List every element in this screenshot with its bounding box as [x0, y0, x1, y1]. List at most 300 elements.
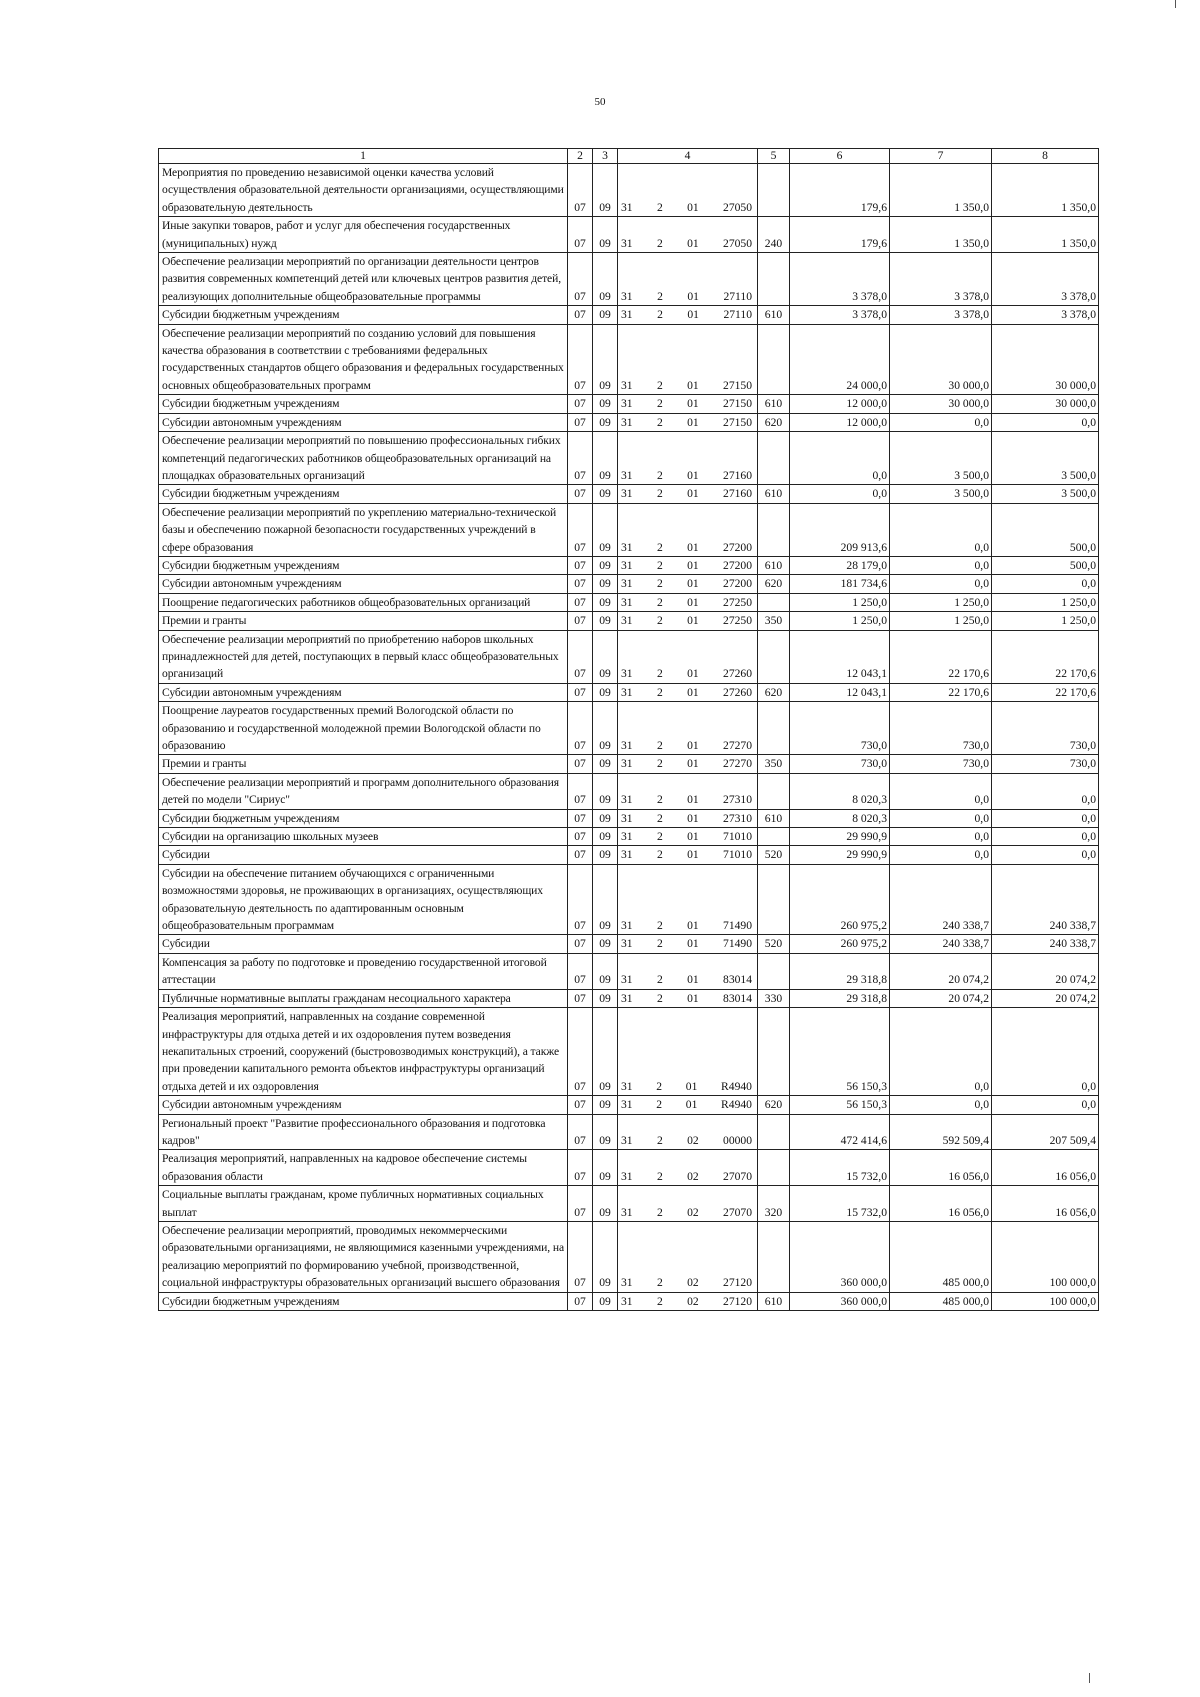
program-code-part: 2: [656, 811, 663, 825]
amount-col-6: 56 150,3: [790, 1008, 890, 1096]
subsection-code: 09: [593, 755, 618, 773]
program-code-part: 01: [687, 667, 699, 681]
row-name: Субсидии: [159, 935, 568, 953]
amount-col-7: 730,0: [890, 755, 992, 773]
program-code: [618, 217, 758, 253]
table-row: [159, 575, 1099, 593]
expense-type-code: 330: [758, 989, 790, 1007]
amount-col-7: 16 056,0: [890, 1150, 992, 1186]
program-code-part: 2: [656, 200, 663, 214]
program-code-part: 27110: [723, 308, 752, 322]
program-code-part: 27310: [723, 811, 752, 825]
section-code: 07: [568, 413, 593, 431]
program-code-part: 01: [687, 919, 699, 933]
amount-col-7: 0,0: [890, 575, 992, 593]
subsection-code: 09: [593, 773, 618, 809]
amount-col-6: 28 179,0: [790, 556, 890, 574]
amount-col-8: 0,0: [992, 413, 1099, 431]
program-code-part: 2: [656, 1079, 663, 1093]
row-name: Субсидии автономным учреждениям: [159, 413, 568, 431]
program-code-part: 31: [621, 919, 633, 933]
program-code: [618, 395, 758, 413]
amount-col-6: 24 000,0: [790, 324, 890, 395]
row-name: Социальные выплаты гражданам, кроме публичных нормативных социальных выплат: [159, 1186, 568, 1222]
table-row: [159, 702, 1099, 755]
program-code-part: 2: [656, 991, 663, 1005]
expense-type-code: [758, 503, 790, 556]
program-code-part: 31: [621, 830, 633, 844]
amount-col-6: 29 990,9: [790, 828, 890, 846]
amount-col-8: 0,0: [992, 828, 1099, 846]
program-code-part: 01: [687, 830, 699, 844]
expense-type-code: 350: [758, 612, 790, 630]
expense-type-code: 620: [758, 575, 790, 593]
scan-edge-mark: [1175, 0, 1176, 8]
program-code-part: 01: [687, 595, 699, 609]
program-code-part: 31: [621, 1133, 633, 1147]
subsection-code: 09: [593, 864, 618, 935]
program-code-part: 00000: [723, 1133, 752, 1147]
section-code: 07: [568, 773, 593, 809]
row-name: Субсидии бюджетным учреждениям: [159, 306, 568, 324]
row-name: Обеспечение реализации мероприятий, проводимых некоммерческими образовательными организациями, не являющимися казенными учреждениями, на реализацию мероприятий по формированию учебной, производственной, социальной инфраструктуры образовательных организаций высшего образования: [159, 1221, 568, 1292]
amount-col-7: 16 056,0: [890, 1186, 992, 1222]
program-code-part: 27270: [723, 739, 752, 752]
budget-table: [158, 148, 1099, 1311]
program-code-part: 31: [621, 685, 633, 699]
row-name: Реализация мероприятий, направленных на кадровое обеспечение системы образования области: [159, 1150, 568, 1186]
subsection-code: 09: [593, 1150, 618, 1186]
section-code: 07: [568, 935, 593, 953]
expense-type-code: [758, 164, 790, 217]
subsection-code: 09: [593, 306, 618, 324]
amount-col-8: 30 000,0: [992, 395, 1099, 413]
subsection-code: 09: [593, 575, 618, 593]
program-code-part: 2: [656, 1098, 663, 1112]
program-code-part: 31: [621, 200, 633, 214]
program-code: [618, 683, 758, 701]
expense-type-code: [758, 773, 790, 809]
program-code: [618, 1150, 758, 1186]
program-code-part: 31: [621, 667, 633, 681]
amount-col-8: 3 500,0: [992, 432, 1099, 485]
row-name: Субсидии бюджетным учреждениям: [159, 1292, 568, 1310]
header-cell: 1: [159, 149, 568, 164]
expense-type-code: 610: [758, 1292, 790, 1310]
program-code: [618, 953, 758, 989]
program-code-part: 2: [656, 1169, 663, 1183]
program-code: [618, 556, 758, 574]
amount-col-7: 30 000,0: [890, 324, 992, 395]
table-row: [159, 556, 1099, 574]
amount-col-7: 20 074,2: [890, 989, 992, 1007]
program-code-part: 2: [656, 830, 663, 844]
row-name: Поощрение лауреатов государственных премий Вологодской области по образованию и государственной молодежной премии Вологодской области по образованию: [159, 702, 568, 755]
program-code-part: 01: [687, 487, 699, 501]
row-name: Обеспечение реализации мероприятий и программ дополнительного образования детей по модели "Сириус": [159, 773, 568, 809]
amount-col-8: 730,0: [992, 702, 1099, 755]
program-code-part: 2: [656, 739, 663, 752]
section-code: 07: [568, 253, 593, 306]
section-code: 07: [568, 1292, 593, 1310]
section-code: 07: [568, 1096, 593, 1114]
amount-col-6: 15 732,0: [790, 1150, 890, 1186]
expense-type-code: 620: [758, 683, 790, 701]
program-code-part: 71490: [723, 919, 752, 933]
section-code: 07: [568, 612, 593, 630]
amount-col-7: 3 500,0: [890, 485, 992, 503]
header-cell: 8: [992, 149, 1099, 164]
amount-col-7: 3 378,0: [890, 253, 992, 306]
program-code-part: 31: [621, 397, 633, 411]
row-name: Обеспечение реализации мероприятий по укреплению материально-технической базы и обеспечению пожарной безопасности государственных учреждений в сфере образования: [159, 503, 568, 556]
subsection-code: 09: [593, 828, 618, 846]
program-code: [618, 702, 758, 755]
section-code: 07: [568, 864, 593, 935]
program-code-part: 01: [687, 540, 699, 554]
program-code: [618, 755, 758, 773]
amount-col-6: 472 414,6: [790, 1114, 890, 1150]
program-code-part: 31: [621, 793, 633, 807]
amount-col-8: 1 250,0: [992, 593, 1099, 611]
subsection-code: 09: [593, 217, 618, 253]
table-row: [159, 1114, 1099, 1150]
amount-col-6: 3 378,0: [790, 306, 890, 324]
subsection-code: 09: [593, 1114, 618, 1150]
row-name: Обеспечение реализации мероприятий по организации деятельности центров развития современных компетенций детей или ключевых центров развития детей, реализующих дополнительные общеобразовательные программы: [159, 253, 568, 306]
program-code-part: 31: [621, 487, 633, 501]
subsection-code: 09: [593, 432, 618, 485]
program-code-part: 2: [656, 236, 663, 250]
amount-col-6: 1 250,0: [790, 593, 890, 611]
expense-type-code: [758, 1008, 790, 1096]
header-cell: 6: [790, 149, 890, 164]
subsection-code: 09: [593, 1221, 618, 1292]
program-code-part: 01: [687, 991, 699, 1005]
program-code-part: 27160: [723, 468, 752, 482]
program-code: [618, 485, 758, 503]
amount-col-8: 22 170,6: [992, 630, 1099, 683]
program-code-part: 71010: [723, 848, 752, 862]
program-code-part: 01: [687, 308, 699, 322]
amount-col-6: 29 318,8: [790, 953, 890, 989]
subsection-code: 09: [593, 485, 618, 503]
program-code-part: 02: [687, 1205, 699, 1219]
program-code-part: 01: [685, 1079, 698, 1093]
amount-col-7: 1 250,0: [890, 612, 992, 630]
program-code-part: 27150: [723, 378, 752, 392]
program-code-part: 31: [621, 558, 633, 572]
subsection-code: 09: [593, 935, 618, 953]
subsection-code: 09: [593, 630, 618, 683]
program-code-part: 01: [687, 468, 699, 482]
subsection-code: 09: [593, 1186, 618, 1222]
section-code: 07: [568, 683, 593, 701]
expense-type-code: 350: [758, 755, 790, 773]
table-row: [159, 1292, 1099, 1310]
row-name: Поощрение педагогических работников общеобразовательных организаций: [159, 593, 568, 611]
expense-type-code: [758, 953, 790, 989]
subsection-code: 09: [593, 809, 618, 827]
amount-col-7: 0,0: [890, 556, 992, 574]
program-code-part: 31: [621, 378, 633, 392]
table-row: [159, 935, 1099, 953]
subsection-code: 09: [593, 953, 618, 989]
amount-col-7: 1 250,0: [890, 593, 992, 611]
program-code-part: 01: [687, 415, 699, 429]
program-code-part: 27200: [723, 577, 752, 591]
table-row: [159, 846, 1099, 864]
table-row: [159, 485, 1099, 503]
section-code: 07: [568, 432, 593, 485]
section-code: 07: [568, 575, 593, 593]
program-code-part: 27050: [723, 200, 752, 214]
header-cell: 7: [890, 149, 992, 164]
program-code-part: 31: [621, 1169, 633, 1183]
amount-col-7: 485 000,0: [890, 1221, 992, 1292]
program-code-part: 31: [621, 614, 633, 628]
amount-col-8: 0,0: [992, 809, 1099, 827]
amount-col-8: 1 250,0: [992, 612, 1099, 630]
amount-col-8: 0,0: [992, 575, 1099, 593]
section-code: 07: [568, 1114, 593, 1150]
row-name: Обеспечение реализации мероприятий по приобретению наборов школьных принадлежностей для детей, поступающих в первый класс общеобразовательных организаций: [159, 630, 568, 683]
program-code-part: 31: [621, 468, 633, 482]
program-code-part: 01: [687, 200, 699, 214]
program-code-part: 31: [621, 973, 633, 987]
section-code: 07: [568, 217, 593, 253]
program-code-part: 2: [656, 793, 663, 807]
header-cell: 3: [593, 149, 618, 164]
program-code-part: 71010: [723, 830, 752, 844]
program-code-part: 27120: [723, 1276, 752, 1290]
program-code-part: 2: [656, 397, 663, 411]
program-code-part: 31: [621, 1276, 633, 1290]
section-code: 07: [568, 324, 593, 395]
row-name: Субсидии бюджетным учреждениям: [159, 395, 568, 413]
row-name: Субсидии автономным учреждениям: [159, 683, 568, 701]
amount-col-7: 240 338,7: [890, 864, 992, 935]
amount-col-6: 8 020,3: [790, 809, 890, 827]
amount-col-8: 20 074,2: [992, 989, 1099, 1007]
amount-col-8: 100 000,0: [992, 1221, 1099, 1292]
section-code: 07: [568, 809, 593, 827]
expense-type-code: [758, 1150, 790, 1186]
header-cell: 4: [618, 149, 758, 164]
amount-col-6: 12 000,0: [790, 413, 890, 431]
program-code-part: 2: [656, 468, 663, 482]
expense-type-code: 610: [758, 556, 790, 574]
program-code-part: 83014: [723, 973, 752, 987]
amount-col-8: 0,0: [992, 846, 1099, 864]
row-name: Премии и гранты: [159, 755, 568, 773]
amount-col-6: 12 000,0: [790, 395, 890, 413]
program-code-part: 27150: [723, 415, 752, 429]
amount-col-6: 360 000,0: [790, 1221, 890, 1292]
program-code-part: 27260: [723, 685, 752, 699]
expense-type-code: [758, 253, 790, 306]
program-code-part: 27160: [723, 487, 752, 501]
subsection-code: 09: [593, 503, 618, 556]
program-code: [618, 935, 758, 953]
program-code: [618, 1292, 758, 1310]
program-code-part: 27200: [723, 558, 752, 572]
row-name: Субсидии на организацию школьных музеев: [159, 828, 568, 846]
program-code: [618, 324, 758, 395]
section-code: 07: [568, 755, 593, 773]
page-number: 50: [594, 96, 606, 108]
expense-type-code: 520: [758, 846, 790, 864]
amount-col-6: 29 318,8: [790, 989, 890, 1007]
expense-type-code: [758, 630, 790, 683]
subsection-code: 09: [593, 702, 618, 755]
expense-type-code: 610: [758, 306, 790, 324]
program-code-part: 31: [621, 1205, 633, 1219]
program-code-part: 27250: [723, 614, 752, 628]
program-code-part: 31: [621, 308, 633, 322]
amount-col-8: 500,0: [992, 556, 1099, 574]
amount-col-8: 20 074,2: [992, 953, 1099, 989]
table-row: [159, 828, 1099, 846]
table-row: [159, 593, 1099, 611]
table-row: [159, 217, 1099, 253]
amount-col-8: 3 500,0: [992, 485, 1099, 503]
program-code-part: 2: [656, 685, 663, 699]
program-code-part: 02: [687, 1276, 699, 1290]
amount-col-6: 12 043,1: [790, 630, 890, 683]
section-code: 07: [568, 556, 593, 574]
row-name: Реализация мероприятий, направленных на создание современной инфраструктуры для отдыха детей и их оздоровления путем возведения некапитальных строений, сооружений (быстровозводимых конструкций), а также при проведении капитального ремонта объектов инфраструктуры организаций отдыха детей и их оздоровления: [159, 1008, 568, 1096]
row-name: Субсидии бюджетным учреждениям: [159, 809, 568, 827]
amount-col-7: 22 170,6: [890, 630, 992, 683]
program-code-part: 2: [656, 667, 663, 681]
program-code-part: 01: [685, 1098, 698, 1112]
amount-col-8: 16 056,0: [992, 1150, 1099, 1186]
program-code: [618, 413, 758, 431]
amount-col-6: 260 975,2: [790, 864, 890, 935]
program-code-part: 02: [687, 1169, 699, 1183]
amount-col-6: 360 000,0: [790, 1292, 890, 1310]
amount-col-8: 207 509,4: [992, 1114, 1099, 1150]
program-code-part: 2: [656, 919, 663, 933]
scan-edge-mark: [1089, 1673, 1090, 1683]
program-code-part: 31: [621, 1294, 633, 1308]
program-code-part: 31: [621, 991, 633, 1005]
section-code: 07: [568, 953, 593, 989]
expense-type-code: [758, 593, 790, 611]
program-code-part: 2: [656, 1276, 663, 1290]
table-row: [159, 503, 1099, 556]
amount-col-6: 0,0: [790, 432, 890, 485]
table-row: [159, 1150, 1099, 1186]
amount-col-6: 29 990,9: [790, 846, 890, 864]
program-code: [618, 630, 758, 683]
amount-col-8: 1 350,0: [992, 164, 1099, 217]
program-code: [618, 989, 758, 1007]
program-code-part: 2: [656, 415, 663, 429]
amount-col-7: 0,0: [890, 846, 992, 864]
amount-col-7: 240 338,7: [890, 935, 992, 953]
program-code-part: 2: [657, 308, 663, 322]
program-code-part: 01: [687, 236, 699, 250]
section-code: 07: [568, 828, 593, 846]
program-code: [618, 503, 758, 556]
amount-col-6: 15 732,0: [790, 1186, 890, 1222]
table-row: [159, 1186, 1099, 1222]
amount-col-6: 179,6: [790, 217, 890, 253]
program-code-part: 27270: [723, 757, 752, 771]
program-code-part: 2: [656, 487, 663, 501]
program-code: [618, 773, 758, 809]
amount-col-6: 260 975,2: [790, 935, 890, 953]
amount-col-7: 0,0: [890, 1008, 992, 1096]
amount-col-7: 0,0: [890, 773, 992, 809]
expense-type-code: [758, 864, 790, 935]
program-code-part: 2: [656, 757, 663, 771]
amount-col-7: 0,0: [890, 828, 992, 846]
amount-col-6: 8 020,3: [790, 773, 890, 809]
program-code-part: 2: [656, 1205, 663, 1219]
table-row: [159, 809, 1099, 827]
section-code: 07: [568, 485, 593, 503]
amount-col-8: 240 338,7: [992, 864, 1099, 935]
section-code: 07: [568, 395, 593, 413]
table-row: [159, 1008, 1099, 1096]
program-code: [618, 1008, 758, 1096]
program-code-part: 2: [656, 1133, 663, 1147]
program-code-part: 01: [687, 685, 699, 699]
expense-type-code: [758, 1114, 790, 1150]
row-name: Премии и гранты: [159, 612, 568, 630]
program-code: [618, 612, 758, 630]
section-code: 07: [568, 306, 593, 324]
table-row: [159, 432, 1099, 485]
program-code-part: 27250: [723, 595, 752, 609]
program-code-part: 01: [687, 378, 699, 392]
expense-type-code: 240: [758, 217, 790, 253]
subsection-code: 09: [593, 395, 618, 413]
program-code-part: 27110: [723, 289, 752, 303]
program-code-part: 2: [656, 595, 663, 609]
amount-col-6: 209 913,6: [790, 503, 890, 556]
expense-type-code: 520: [758, 935, 790, 953]
section-code: 07: [568, 630, 593, 683]
program-code: [618, 575, 758, 593]
program-code-part: 27200: [723, 540, 752, 554]
program-code-part: 31: [621, 1079, 633, 1093]
amount-col-7: 0,0: [890, 809, 992, 827]
amount-col-8: 0,0: [992, 773, 1099, 809]
program-code: [618, 1221, 758, 1292]
amount-col-8: 500,0: [992, 503, 1099, 556]
program-code-part: 27120: [723, 1294, 752, 1308]
subsection-code: 09: [593, 989, 618, 1007]
amount-col-7: 3 500,0: [890, 432, 992, 485]
amount-col-8: 3 378,0: [992, 253, 1099, 306]
expense-type-code: [758, 432, 790, 485]
header-cell: 5: [758, 149, 790, 164]
amount-col-6: 730,0: [790, 755, 890, 773]
program-code-part: 31: [621, 415, 633, 429]
program-code-part: 2: [656, 558, 663, 572]
section-code: 07: [568, 503, 593, 556]
row-name: Субсидии бюджетным учреждениям: [159, 556, 568, 574]
program-code-part: 01: [687, 757, 699, 771]
program-code-part: 2: [656, 848, 663, 862]
program-code-part: 31: [621, 739, 633, 752]
amount-col-8: 3 378,0: [992, 306, 1099, 324]
row-name: Субсидии: [159, 846, 568, 864]
